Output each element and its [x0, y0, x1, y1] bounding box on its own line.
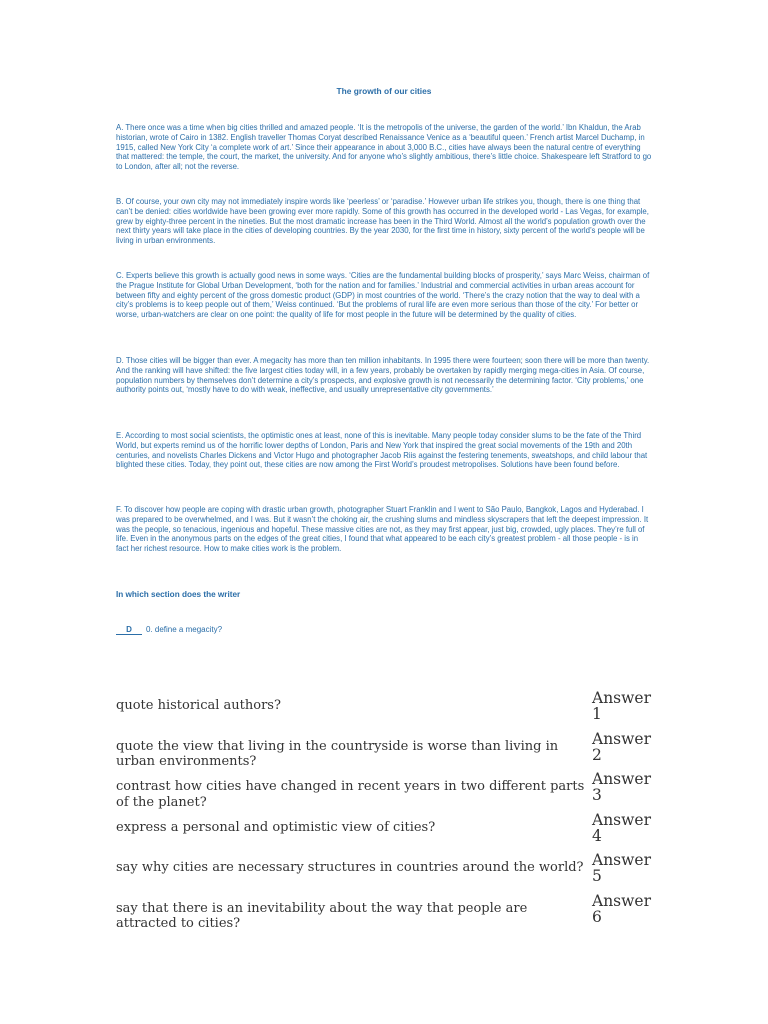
question-row [116, 852, 656, 893]
question-text: contrast how cities have changed in recent years in two different parts of the planet? [116, 779, 585, 810]
question-list [116, 690, 656, 933]
paragraph-a: A. There once was a time when big cities thrilled and amazed people. ‘It is the metropolis of the universe, the garden of the world.’ Ibn Khaldun, the Arab historian, wrote of Cairo in 1382. English traveller Thomas Coryat described Renaissance Venice as a ‘beautiful queen.’ French artist Marcel Duchamp, in 1915, called New York City ‘a complete work of art.’ Since their appearance in about 3,000 B.C., cities have always been the natural centre of everything that mattered: the temple, the court, the market, the university. And for anyone who’s slightly ambitious, there’s little choice. Shakespeare left Stratford to go to London, after all; not the reverse. [116, 123, 652, 172]
question-row [116, 893, 656, 934]
example-question-text: 0. define a megacity? [146, 625, 223, 634]
example-question [116, 625, 222, 635]
answer-field-4[interactable]: Answer 4 [592, 810, 651, 845]
paragraph-f: F. To discover how people are coping with drastic urban growth, photographer Stuart Franklin and I went to São Paulo, Bangkok, Lagos and Hyderabad. I was prepared to be overwhelmed, and I was. But it wasn’t the choking air, the crushing slums and mindless skyscrapers that left the deepest impression. It was the people, so tenacious, ingenious and hopeful. These massive cities are not, as they may first appear, just big, crowded, ugly places. They’re full of life. Even in the anonymous parts on the edges of the great cities, I found that what appeared to be each city’s greatest problem - all those people - is in fact her richest resource. How to make cities work is the problem. [116, 505, 649, 554]
question-row [116, 731, 656, 772]
answer-field-3[interactable]: Answer 3 [592, 770, 651, 804]
question-row [116, 690, 656, 731]
question-text: say why cities are necessary structures in countries around the world? [116, 860, 584, 875]
example-answer: D [116, 625, 142, 635]
paragraph-c: C. Experts believe this growth is actually good news in some ways. ‘Cities are the fundamental building blocks of prosperity,’ says Marc Weiss, chairman of the Prague Institute for Global Urban Development, ‘both for the nation and for families.’ Industrial and commercial activities in urban areas account for between fifty and eighty percent of the gross domestic product (GDP) in most countries of the world. ‘There’s the crazy notion that the way to deal with a city’s problems is to keep people out of them,’ Weiss continued. ‘But the problems of rural life are even more serious than those of the city.’ For better or worse, urban-watchers are clear on one point: the quality of life for most people in the future will be determined by the quality of cities. [116, 271, 650, 320]
page-title: The growth of our cities [336, 86, 432, 96]
answer-field-2[interactable]: Answer 2 [592, 729, 651, 764]
question-row [116, 812, 656, 853]
question-text: say that there is an inevitability about the way that people are attracted to cities? [116, 900, 528, 931]
paragraph-d: D. Those cities will be bigger than ever. A megacity has more than ten million inhabitants. In 1995 there were fourteen; soon there will be more than twenty. And the ranking will have shifted: the five largest cities today will, in a few years, probably be overtaken by rapidly merging mega-cities in Asia. Of course, population numbers by themselves don’t determine a city’s prospects, and explosive growth is not necessarily the determining factor. ‘City problems,’ one authority points out, ‘mostly have to do with weak, ineffective, and usually unrepresentative city governments.’ [116, 356, 650, 395]
answer-field-5[interactable]: Answer 5 [592, 851, 651, 885]
answer-field-1[interactable]: Answer 1 [592, 689, 651, 723]
question-row [116, 771, 656, 812]
question-instruction: In which section does the writer [116, 590, 241, 599]
answer-field-6[interactable]: Answer 6 [592, 891, 651, 926]
question-text: express a personal and optimistic view of cities? [116, 819, 436, 835]
question-text: quote the view that living in the countryside is worse than living in urban environments? [116, 738, 559, 769]
paragraph-b: B. Of course, your own city may not immediately inspire words like ‘peerless’ or ‘paradise.’ However urban life strikes you, though, there is one thing that can’t be denied: cities worldwide have been growing ever more rapidly. Some of this growth has occurred in the developed world - Las Vegas, for example, grew by eighty-three percent in the nineties. But the most dramatic increase has been in the Third World. Almost all the world’s population growth over the next thirty years will take place in the cities of developing countries. By the year 2030, for the first time in history, sixty percent of the world’s people will be living in urban environments. [116, 197, 649, 246]
question-text: quote historical authors? [116, 698, 281, 713]
paragraph-e: E. According to most social scientists, the optimistic ones at least, none of this is inevitable. Many people today consider slums to be the fate of the Third World, but experts remind us of the horrific lower depths of London, Paris and New York that inspired the great social movements of the 19th and 20th centuries, and novelists Charles Dickens and Victor Hugo and photographer Jacob Riis against the festering tenements, sweatshops, and child labour that blighted these cities. Today, they point out, these cities are now among the First World’s proudest metropolises. Solutions have been found before. [116, 431, 648, 470]
